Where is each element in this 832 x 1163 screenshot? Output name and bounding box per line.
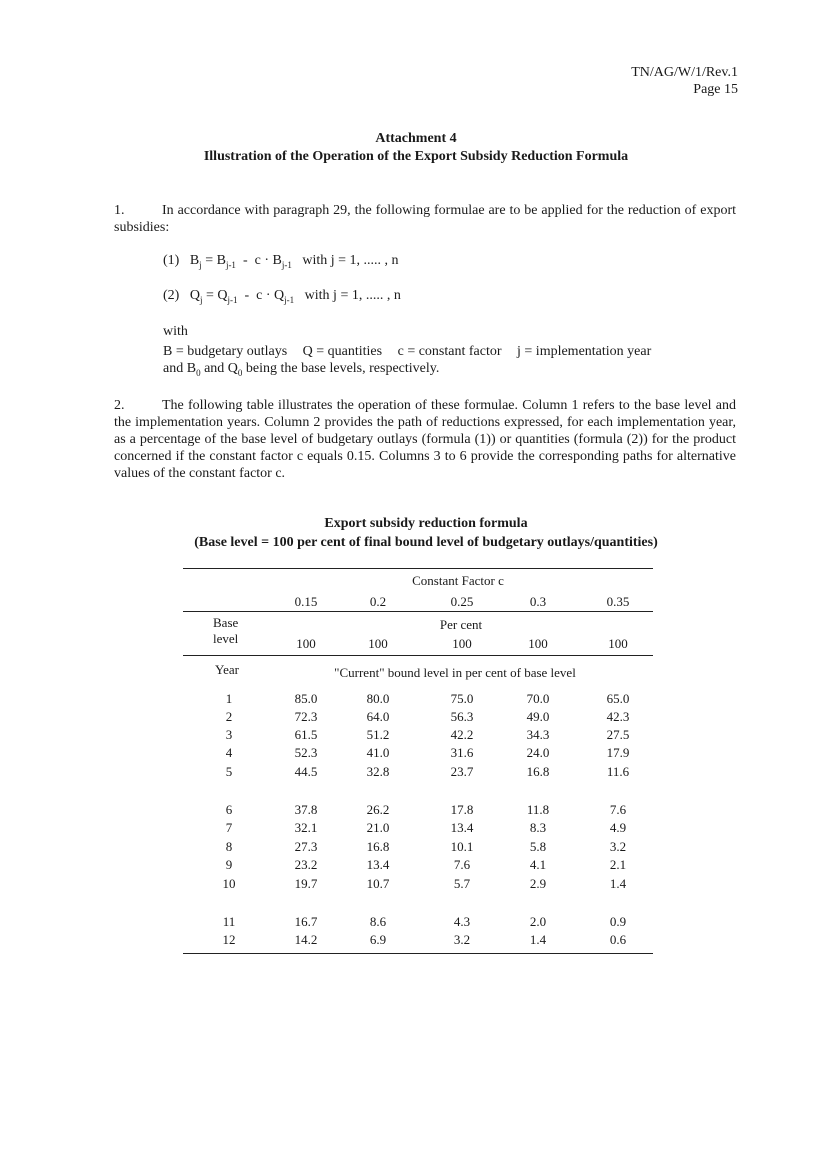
- table-subtitle: (Base level = 100 per cent of final bound level of budgetary outlays/quantities): [194, 535, 658, 550]
- value-cell: 11.8: [526, 802, 550, 817]
- value-cell: 5.7: [453, 876, 471, 891]
- base-sub-b: 0: [196, 367, 201, 378]
- value-cell: 41.0: [366, 745, 390, 760]
- formula-1-label: (1): [163, 253, 180, 268]
- definitions-line: [163, 343, 651, 360]
- year-cell: 4: [225, 745, 233, 760]
- value-cell: 4.1: [529, 857, 547, 872]
- formula-1-condition: with j = 1, ..... , n: [302, 253, 399, 268]
- table-rule-3: [183, 655, 653, 656]
- value-cell: 2.0: [529, 914, 547, 929]
- value-cell: 2.1: [609, 857, 627, 872]
- paragraph-2-text: The following table illustrates the operation of these formulae. Column 1 refers to the base level and the implementation years. Column 2 provides the path of reductions expressed, for each implementation year, as a percentage of the base level of budgetary outlays (formula (1)) or quantities (formula (2)) for the product concerned if the constant factor c equals 0.15. Columns 3 to 6 provide the corresponding paths for alternative values of the constant factor c.: [114, 398, 736, 481]
- base-levels-line: [163, 360, 439, 382]
- paragraph-2-number: 2.: [114, 398, 125, 413]
- value-cell: 72.3: [294, 709, 318, 724]
- base-value-cell: 100: [368, 636, 388, 651]
- year-cell: 11: [222, 914, 236, 929]
- formula-2-term1: Q: [217, 288, 228, 303]
- formula-1-term2-sub: j-1: [281, 259, 292, 270]
- base-label-1: Base: [213, 615, 239, 630]
- value-cell: 27.3: [294, 839, 318, 854]
- value-cell: 10.7: [366, 876, 390, 891]
- value-cell: 61.5: [294, 727, 318, 742]
- value-cell: 11.6: [606, 764, 630, 779]
- year-cell: 1: [225, 691, 233, 706]
- value-cell: 3.2: [453, 932, 471, 947]
- year-cell: 3: [225, 727, 233, 742]
- formula-1: (1) $B_j = B_{j-1} - c \cdot B_{j-1}$ with j = 1, ..... , n: [163, 253, 399, 270]
- value-cell: 70.0: [526, 691, 550, 706]
- value-cell: 19.7: [294, 876, 318, 891]
- year-cell: 6: [225, 802, 233, 817]
- formula-1-term2: B: [272, 253, 282, 268]
- value-cell: 34.3: [526, 727, 550, 742]
- value-cell: 32.8: [366, 764, 390, 779]
- value-cell: 37.8: [294, 802, 318, 817]
- formula-1-term1-sub: j-1: [225, 259, 236, 270]
- value-cell: 0.9: [609, 914, 627, 929]
- value-cell: 32.1: [294, 820, 318, 835]
- paragraph-2: [114, 397, 736, 482]
- value-cell: 8.3: [529, 820, 547, 835]
- formula-2-term1-sub: j-1: [227, 294, 238, 305]
- value-cell: 14.2: [294, 932, 318, 947]
- base-pre: and B: [163, 361, 197, 376]
- paragraph-1-text: In accordance with paragraph 29, the following formulae are to be applied for the reduction of export subsidies:: [114, 203, 736, 235]
- value-cell: 49.0: [526, 709, 550, 724]
- value-cell: 26.2: [366, 802, 390, 817]
- value-cell: 65.0: [606, 691, 630, 706]
- table-title: Export subsidy reduction formula: [324, 516, 528, 531]
- formula-1-term1: B: [216, 253, 226, 268]
- base-post: being the base levels, respectively.: [242, 361, 440, 376]
- year-cell: 5: [225, 764, 233, 779]
- value-cell: 1.4: [609, 876, 627, 891]
- value-cell: 16.8: [526, 764, 550, 779]
- value-cell: 13.4: [450, 820, 474, 835]
- factor-header: 0.35: [606, 594, 630, 609]
- value-cell: 17.9: [606, 745, 630, 760]
- year-cell: 9: [225, 857, 233, 872]
- definition-b: B = budgetary outlays: [163, 344, 288, 359]
- formula-1-lhs: B: [189, 253, 200, 268]
- base-label-2: level: [213, 631, 239, 646]
- formula-2: (2) $Q_j = Q_{j-1} - c \cdot Q_{j-1}$ with j = 1, ..... , n: [163, 288, 401, 305]
- value-cell: 23.7: [450, 764, 474, 779]
- value-cell: 13.4: [366, 857, 390, 872]
- formula-2-label: (2): [163, 288, 180, 303]
- base-value-cell: 100: [608, 636, 628, 651]
- year-cell: 10: [222, 876, 236, 891]
- table-top-rule: [183, 568, 653, 569]
- year-cell: 2: [225, 709, 233, 724]
- per-cent-label: Per cent: [439, 617, 483, 632]
- table-bottom-rule: [183, 953, 653, 954]
- value-cell: 64.0: [366, 709, 390, 724]
- value-cell: 23.2: [294, 857, 318, 872]
- year-cell: 7: [225, 820, 233, 835]
- page-number: Page 15: [693, 82, 738, 97]
- value-cell: 1.4: [529, 932, 547, 947]
- value-cell: 31.6: [450, 745, 474, 760]
- year-cell: 12: [222, 932, 236, 947]
- table-rule-2: [183, 611, 653, 612]
- year-label: Year: [215, 662, 239, 677]
- value-cell: 27.5: [606, 727, 630, 742]
- base-value-cell: 100: [296, 636, 316, 651]
- constant-factor-label: Constant Factor c: [412, 573, 504, 588]
- factor-header: 0.2: [369, 594, 387, 609]
- formula-2-condition: with j = 1, ..... , n: [304, 288, 401, 303]
- value-cell: 0.6: [609, 932, 627, 947]
- formula-2-lhs: Q: [189, 288, 200, 303]
- factor-header: 0.3: [529, 594, 547, 609]
- formula-2-lhs-sub: j: [199, 294, 203, 305]
- paragraph-1: [114, 202, 736, 236]
- value-cell: 8.6: [369, 914, 387, 929]
- value-cell: 51.2: [366, 727, 390, 742]
- value-cell: 85.0: [294, 691, 318, 706]
- factor-header: 0.15: [294, 594, 318, 609]
- value-cell: 2.9: [529, 876, 547, 891]
- base-value-cell: 100: [528, 636, 548, 651]
- base-sub-q: 0: [237, 367, 243, 378]
- definition-j: j = implementation year: [517, 344, 652, 359]
- value-cell: 42.2: [450, 727, 474, 742]
- definition-c: c = constant factor: [397, 344, 502, 359]
- value-cell: 3.2: [609, 839, 627, 854]
- value-cell: 5.8: [529, 839, 547, 854]
- value-cell: 75.0: [450, 691, 474, 706]
- current-bound-label: "Current" bound level in per cent of base level: [334, 665, 576, 680]
- value-cell: 56.3: [450, 709, 474, 724]
- value-cell: 4.9: [609, 820, 627, 835]
- value-cell: 7.6: [609, 802, 627, 817]
- formula-2-term2: Q: [274, 288, 285, 303]
- value-cell: 21.0: [366, 820, 390, 835]
- value-cell: 24.0: [526, 745, 550, 760]
- base-mid: and Q: [200, 361, 238, 376]
- attachment-subtitle: Illustration of the Operation of the Export Subsidy Reduction Formula: [203, 149, 629, 164]
- value-cell: 16.7: [294, 914, 318, 929]
- value-cell: 4.3: [453, 914, 471, 929]
- value-cell: 10.1: [450, 839, 474, 854]
- value-cell: 42.3: [606, 709, 630, 724]
- value-cell: 6.9: [369, 932, 387, 947]
- factor-header: 0.25: [450, 594, 474, 609]
- value-cell: 17.8: [450, 802, 474, 817]
- paragraph-1-number: 1.: [114, 203, 125, 218]
- base-value-cell: 100: [452, 636, 472, 651]
- value-cell: 80.0: [366, 691, 390, 706]
- formula-1-lhs-sub: j: [199, 259, 202, 270]
- year-cell: 8: [225, 839, 233, 854]
- value-cell: 52.3: [294, 745, 318, 760]
- document-symbol: TN/AG/W/1/Rev.1: [631, 65, 738, 80]
- with-label: with: [163, 324, 188, 339]
- value-cell: 44.5: [294, 764, 318, 779]
- attachment-title: Attachment 4: [375, 131, 457, 146]
- definition-q: Q = quantities: [302, 344, 383, 359]
- value-cell: 16.8: [366, 839, 390, 854]
- formula-2-term2-sub: j-1: [284, 294, 295, 305]
- value-cell: 7.6: [453, 857, 471, 872]
